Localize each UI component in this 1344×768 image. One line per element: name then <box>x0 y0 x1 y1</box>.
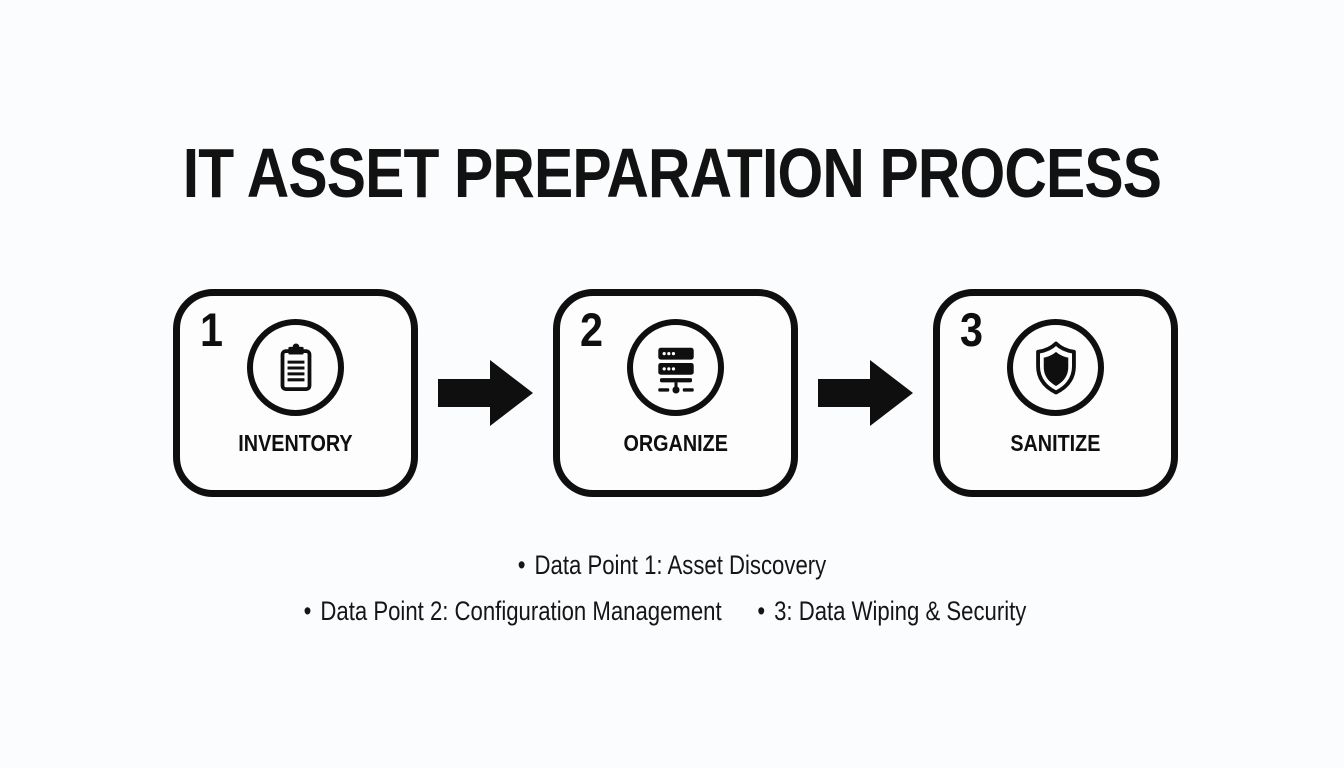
icon-circle <box>1007 319 1104 416</box>
note-text: Data Point 2: Configuration Management <box>320 596 722 626</box>
process-flow <box>173 289 1178 497</box>
note-text: Data Point 1: Asset Discovery <box>534 550 827 580</box>
bullet-icon: • <box>757 596 766 626</box>
bullet-icon: • <box>517 550 526 580</box>
icon-circle <box>247 319 344 416</box>
arrow-right-icon <box>438 357 533 429</box>
note-item <box>518 550 826 580</box>
note-text: 3: Data Wiping & Security <box>774 596 1027 626</box>
step-number: 1 <box>200 303 224 356</box>
step-number: 3 <box>960 303 984 356</box>
note-item <box>304 596 722 626</box>
step-number: 2 <box>580 303 604 356</box>
bullet-icon: • <box>303 596 312 626</box>
icon-circle <box>627 319 724 416</box>
step-label: ORGANIZE <box>623 430 728 456</box>
flow-connector <box>418 289 553 497</box>
note-line-2 <box>114 598 1216 625</box>
step-card-sanitize <box>933 289 1178 497</box>
server-icon <box>649 341 703 395</box>
step-label: SANITIZE <box>1010 430 1101 456</box>
step-card-organize <box>553 289 798 497</box>
flow-connector <box>798 289 933 497</box>
arrow-right-icon <box>818 357 913 429</box>
shield-icon <box>1028 340 1084 396</box>
page-title: IT ASSET PREPARATION PROCESS <box>182 134 1162 212</box>
note-line-1 <box>121 552 1223 579</box>
step-card-inventory <box>173 289 418 497</box>
notes-section <box>0 552 1344 644</box>
note-item <box>757 596 1026 626</box>
clipboard-icon <box>269 341 323 395</box>
step-label: INVENTORY <box>238 430 353 456</box>
